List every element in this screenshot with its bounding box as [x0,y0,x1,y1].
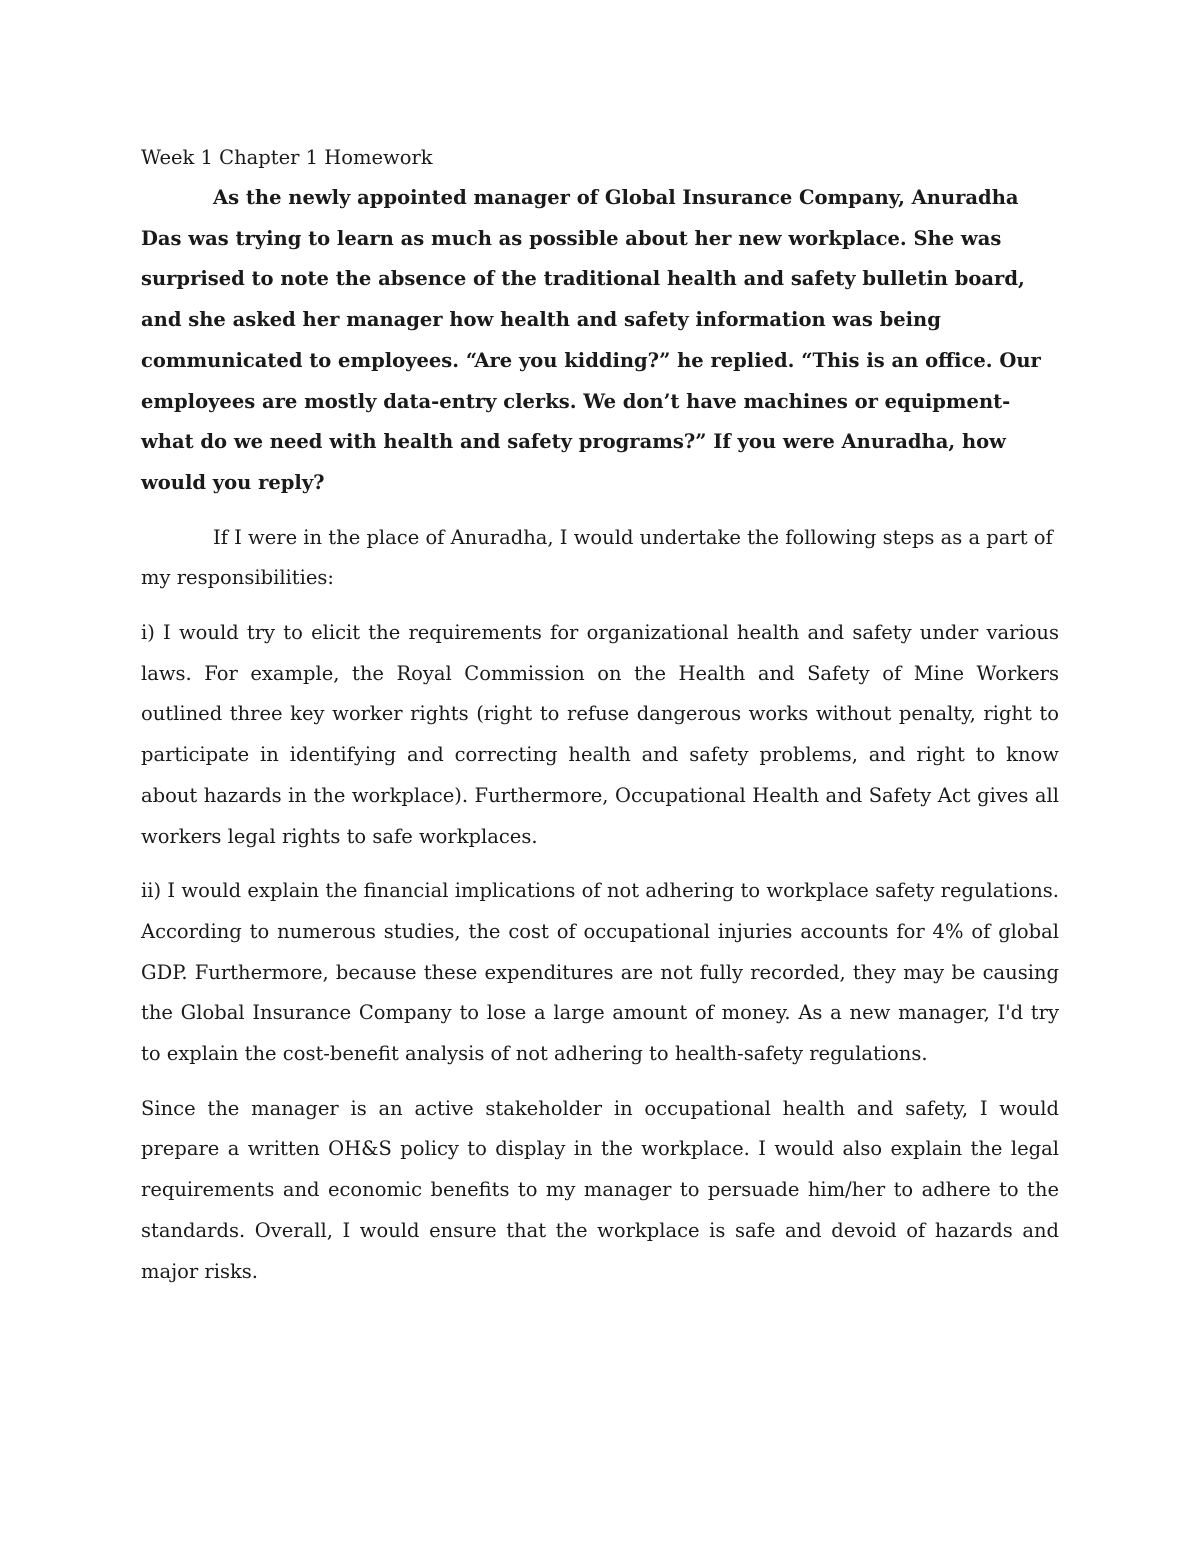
answer-section [141,518,1059,1293]
answer-point-one: i) I would try to elicit the requirements for organizational health and safety under various laws. For example, the Royal Commission on the Health and Safety of Mine Workers outlined three key worker rights (right to refuse dangerous works without penalty, right to participate in identifying and correcting health and safety problems, and right to know about hazards in the workplace). Furthermore, Occupational Health and Safety Act gives all workers legal rights to safe workplaces. [141,621,1059,848]
answer-intro-paragraph: If I were in the place of Anuradha, I would undertake the following steps as a part of my responsibilities: [141,525,1053,590]
homework-question: As the newly appointed manager of Global Insurance Company, Anuradha Das was trying to learn as much as possible about her new workplace. She was surprised to note the absence of the traditional health and safety bulletin board, and she asked her manager how health and safety information was being communicated to employees. “Are you kidding?” he replied. “This is an office. Our employees are mostly data-entry clerks. We don’t have machines or equipment-what do we need with health and safety programs?” If you were Anuradha, how would you reply? [141,186,1041,494]
answer-point-two: ii) I would explain the financial implications of not adhering to workplace safety regulations. According to numerous studies, the cost of occupational injuries accounts for 4% of global GDP. Furthermore, because these expenditures are not fully recorded, they may be causing the Global Insurance Company to lose a large amount of money. As a new manager, I'd try to explain the cost-benefit analysis of not adhering to health-safety regulations. [141,879,1059,1066]
document-title: Week 1 Chapter 1 Homework [141,146,433,169]
answer-conclusion-paragraph: Since the manager is an active stakeholder in occupational health and safety, I would prepare a written OH&S policy to display in the workplace. I would also explain the legal requirements and economic benefits to my manager to persuade him/her to adhere to the standards. Overall, I would ensure that the workplace is safe and devoid of hazards and major risks. [141,1096,1059,1283]
document-body [141,138,1059,1292]
